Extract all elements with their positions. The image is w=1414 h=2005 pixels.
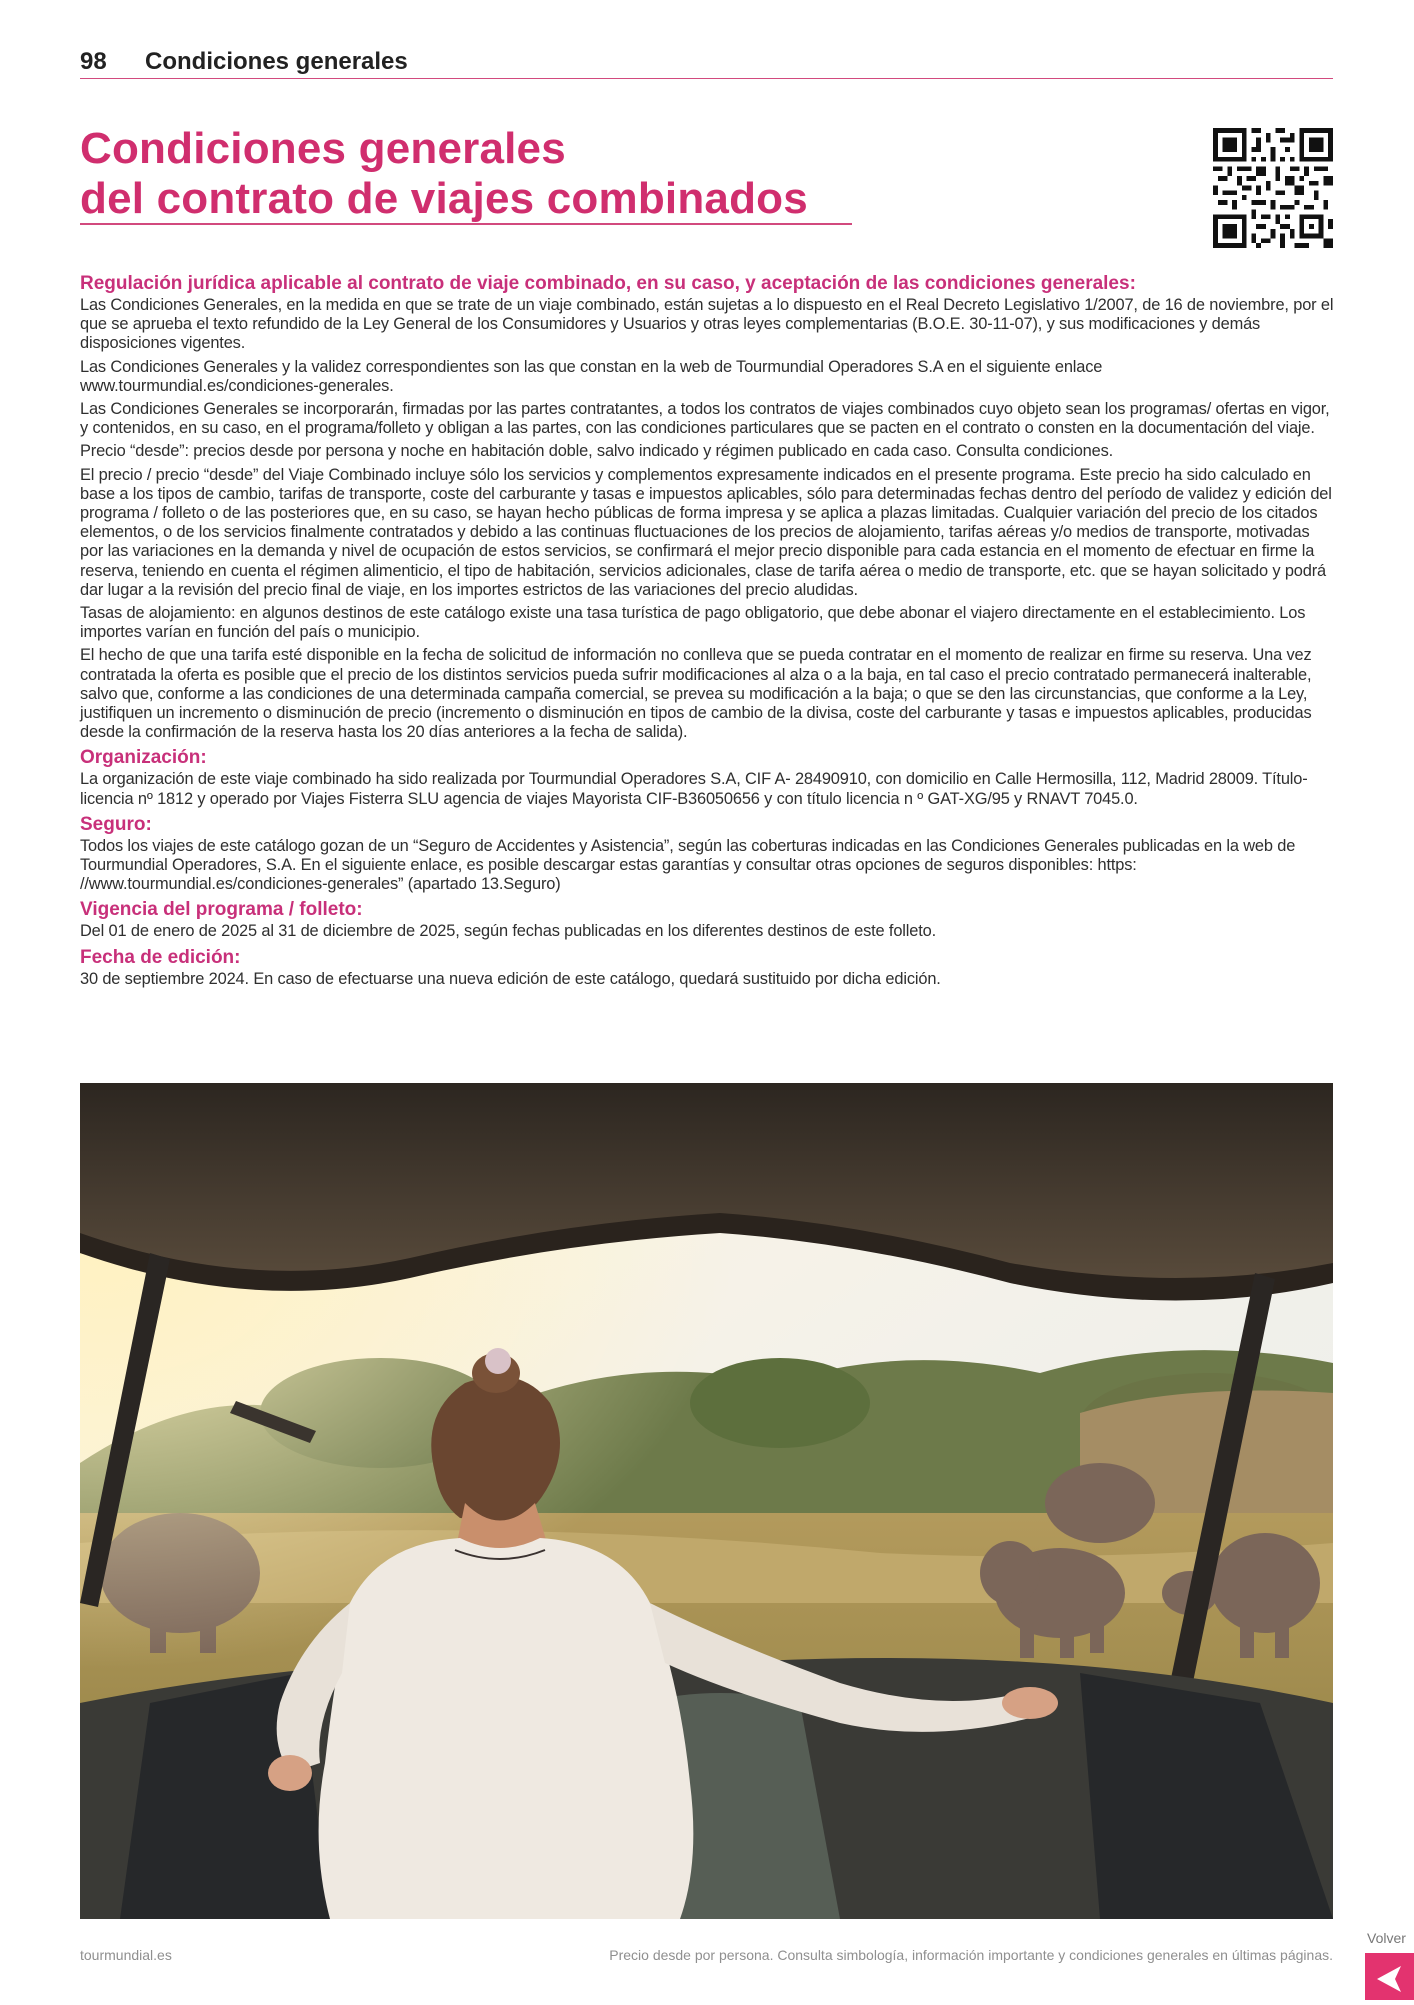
paragraph: Del 01 de enero de 2025 al 31 de diciembre de 2025, según fechas publicadas en los diferentes destinos de este folleto. — [80, 922, 937, 941]
back-label: Volver — [1367, 1930, 1406, 1946]
paragraph: Todos los viajes de este catálogo gozan de un “Seguro de Accidentes y Asistencia”, según las coberturas indicadas en las Condiciones Generales publicadas en la web de Tourmundial Operadores, S.A. En el siguiente enlace, es posible descargar estas garantías y consultar otras opciones de seguros disponibles: https: //www.tourmundial.es/condiciones-generales” (apartado 13.Seguro) — [80, 836, 1296, 894]
title-line-1: Condiciones generales — [80, 124, 566, 173]
page-number: 98 — [80, 48, 107, 75]
paragraph: Las Condiciones Generales y la validez correspondientes son las que constan en la web de Tourmundial Operadores S.A en el siguiente enlace www.tourmundial.es/condiciones-generales. — [80, 357, 1103, 395]
paragraph: Tasas de alojamiento: en algunos destinos de este catálogo existe una tasa turística de pago obligatorio, que debe abonar el viajero directamente en el establecimiento. Los importes varían en función del país o municipio. — [80, 604, 1306, 642]
arrow-left-icon — [1365, 1953, 1414, 2000]
conditions-content — [80, 272, 1336, 993]
heading-organizacion: Organización: — [80, 747, 207, 769]
safari-photo — [80, 1083, 1333, 1919]
page-title — [80, 124, 808, 224]
paragraph: El hecho de que una tarifa esté disponible en la fecha de solicitud de información no conlleva que se pueda contratar en el momento de realizar en firme su reserva. Una vez contratada la oferta es posible que el precio de los distintos servicios pueda sufrir modificaciones al alza o a la baja, en tal caso el precio contratado permanecerá inalterable, salvo que, conforme a las condiciones de una determinada campaña comercial, se prevea su modificación a la baja; o que se den las circunstancias, que conforme a la Ley, justifiquen un incremento o disminución de precio (incremento o disminución en tipos de cambio de la divisa, coste del carburante y tasas e impuestos aplicables, producidas desde la confirmación de la reserva hasta los 20 días anteriores a la fecha de salida). — [80, 646, 1312, 742]
paragraph: La organización de este viaje combinado ha sido realizada por Tourmundial Operadores S.A, CIF A- 28490910, con domicilio en Calle Hermosilla, 112, Madrid 28009. Título-licencia nº 1812 y operado por Viajes Fisterra SLU agencia de viajes Mayorista CIF-B36050656 y con título licencia n º GAT-XG/95 y RNAVT 7045.0. — [80, 770, 1308, 808]
heading-seguro: Seguro: — [80, 813, 152, 835]
heading-fecha-edicion: Fecha de edición: — [80, 946, 241, 968]
title-divider — [80, 223, 852, 225]
paragraph: Las Condiciones Generales se incorporarán, firmadas por las partes contratantes, a todos los contratos de viajes combinados cuyo objeto sean los programas/ ofertas en vigor, y contenidos, en su caso, en el programa/folleto y obligan a las partes, con las condiciones particulares que se pacten en el contrato o consten en la documentación del viaje. — [80, 400, 1330, 438]
heading-vigencia: Vigencia del programa / folleto: — [80, 899, 363, 921]
page-header — [80, 46, 1333, 79]
back-button[interactable] — [1365, 1953, 1414, 2000]
qr-code-icon[interactable] — [1213, 128, 1333, 248]
paragraph: El precio / precio “desde” del Viaje Combinado incluye sólo los servicios y complementos expresamente indicados en el presente programa. Este precio ha sido calculado en base a los tipos de cambio, tarifas de transporte, coste del carburante y tasas e impuestos aplicables, sólo para determinadas fechas dentro del período de validez y edición del programa / folleto o de las posteriores que, en su caso, se hayan hecho públicas de forma impresa y se aplica a plazas limitadas. Cualquier variación del precio de los citados elementos, o de los servicios finalmente contratados y debido a las continuas fluctuaciones de los precios de alojamiento, tarifas aéreas y/o medios de transporte, motivadas por las variaciones en la demanda y nivel de ocupación de estos servicios, se confirmará el mejor precio disponible para cada estancia en el momento de efectuar en firme la reserva, teniendo en cuenta el régimen alimenticio, el tipo de habitación, servicios adicionales, clase de tarifa aérea o medio de transporte, etc. que se hayan solicitado y podrá dar lugar a la revisión del precio final de viaje, en los importes estrictos de las variaciones del precio aludidas. — [80, 465, 1332, 599]
heading-regulacion: Regulación jurídica aplicable al contrato de viaje combinado, en su caso, y aceptación de las condiciones generales: — [80, 273, 1136, 294]
paragraph: Precio “desde”: precios desde por persona y noche en habitación doble, salvo indicado y régimen publicado en cada caso. Consulta condiciones. — [80, 442, 1114, 461]
paragraph: 30 de septiembre 2024. En caso de efectuarse una nueva edición de este catálogo, quedará sustituido por dicha edición. — [80, 969, 941, 988]
paragraph: Las Condiciones Generales, en la medida en que se trate de un viaje combinado, están sujetas a lo dispuesto en el Real Decreto Legislativo 1/2007, de 16 de noviembre, por el que se aprueba el texto refundido de la Ley General de los Consumidores y Usuarios y otras leyes complementarias (B.O.E. 30-11-07), y sus modificaciones y demás disposiciones vigentes. — [80, 296, 1334, 353]
footer-site[interactable]: tourmundial.es — [80, 1947, 172, 1963]
title-line-2: del contrato de viajes combinados — [80, 174, 808, 223]
header-title: Condiciones generales — [145, 48, 408, 75]
footer-note: Precio desde por persona. Consulta simbología, información importante y condiciones generales en últimas páginas. — [609, 1947, 1333, 1963]
